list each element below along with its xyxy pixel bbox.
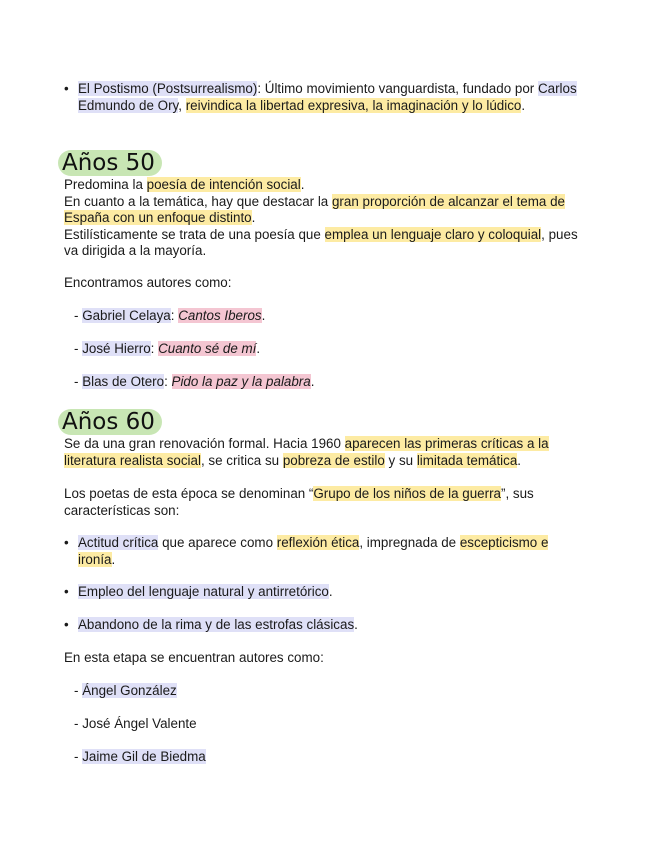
bullet-text xyxy=(78,584,584,601)
text: ”, sus características son: xyxy=(64,486,534,518)
highlight-escepticismo: escepticismo e ironía xyxy=(78,535,549,567)
postismo-colon-text: : Último movimiento vanguardista, fundado por xyxy=(257,81,538,96)
item-end: . xyxy=(261,308,266,323)
text: . xyxy=(517,452,522,468)
author-name: José Ángel Valente xyxy=(82,716,197,731)
s50-author-item xyxy=(74,308,594,325)
separator: : xyxy=(170,308,179,323)
postismo-comma: , xyxy=(178,97,186,113)
s50-author-item xyxy=(74,341,594,358)
text: y su xyxy=(384,452,417,468)
postismo-name: El Postismo (Postsurrealismo) xyxy=(78,81,258,96)
postismo-claim: reivindica la libertad expresiva, la imaginación y lo lúdico xyxy=(185,97,522,113)
author-name: Gabriel Celaya xyxy=(82,308,171,323)
heading-anos-50 xyxy=(58,150,162,176)
author-work: Cuanto sé de mí xyxy=(158,341,257,356)
highlight-criticas: aparecen las primeras críticas a la literatura realista social xyxy=(64,436,549,468)
highlight-grupo: Grupo de los niños de la guerra xyxy=(313,486,501,501)
s50-line2-post: . xyxy=(251,210,256,226)
heading-anos-50-text: Años 50 xyxy=(58,150,162,176)
s60-paragraph-2 xyxy=(64,486,584,519)
dash: - xyxy=(74,749,83,764)
postismo-bullet xyxy=(64,81,584,114)
s50-line2-highlight: gran proporción de alcanzar el tema de España con un enfoque distinto xyxy=(64,193,565,226)
postismo-text xyxy=(78,81,584,114)
text: . xyxy=(354,617,358,632)
s50-line1-post: . xyxy=(300,177,305,192)
author-name: Blas de Otero xyxy=(82,374,165,389)
dash: - xyxy=(74,683,83,698)
s60-bullet xyxy=(64,584,584,601)
s60-paragraph-1 xyxy=(64,436,584,469)
s50-line1-pre: Predomina la xyxy=(64,177,147,192)
bullet-text xyxy=(78,617,584,634)
highlight-pobreza: pobreza de estilo xyxy=(282,452,385,468)
s50-line1 xyxy=(64,177,584,194)
item-end: . xyxy=(256,341,261,356)
s50-line1-highlight: poesía de intención social xyxy=(146,177,301,192)
text: , impregnada de xyxy=(359,535,460,550)
dash: - xyxy=(74,374,83,389)
s50-authors-intro: Encontramos autores como: xyxy=(64,275,232,290)
postismo-founder: Carlos Edmundo de Ory xyxy=(78,81,577,113)
separator: : xyxy=(150,341,159,356)
item-end: . xyxy=(310,374,315,389)
highlight-tematica: limitada temática xyxy=(416,452,518,468)
author-name: Jaime Gil de Biedma xyxy=(82,749,206,764)
s50-line3-highlight: emplea un lenguaje claro y coloquial xyxy=(324,226,542,242)
s60-bullet xyxy=(64,617,584,634)
bullet-marker: • xyxy=(64,584,69,599)
s50-line3 xyxy=(64,227,584,260)
postismo-period: . xyxy=(521,97,526,113)
s60-authors-intro: En esta etapa se encuentran autores como: xyxy=(64,650,324,665)
dash: - xyxy=(74,308,83,323)
author-work: Cantos Iberos xyxy=(178,308,262,323)
bullet-marker: • xyxy=(64,535,69,550)
highlight-actitud: Actitud crítica xyxy=(78,535,159,550)
bullet-text xyxy=(78,535,584,568)
s50-line2 xyxy=(64,194,584,227)
author-name: Ángel González xyxy=(82,683,177,698)
s60-author-item xyxy=(74,749,594,766)
text: . xyxy=(328,584,333,599)
s50-author-item xyxy=(74,374,594,391)
author-name: José Hierro xyxy=(82,341,151,356)
s50-line3-post: , pues va dirigida a la mayoría. xyxy=(64,226,578,259)
s60-author-item xyxy=(74,683,594,700)
s50-line3-pre: Estilísticamente se trata de una poesía que xyxy=(64,226,325,242)
s60-bullet xyxy=(64,535,584,568)
text: , se critica su xyxy=(200,452,283,468)
text: Se da una gran renovación formal. Hacia 1960 xyxy=(64,436,345,451)
heading-anos-60-text: Años 60 xyxy=(58,409,162,435)
highlight: Abandono de la rima y de las estrofas clásicas xyxy=(78,617,355,632)
separator: : xyxy=(164,374,172,389)
s50-line2-pre: En cuanto a la temática, hay que destacar la xyxy=(64,193,332,209)
text: . xyxy=(111,551,116,567)
highlight-reflexion: reflexión ética xyxy=(276,535,360,550)
heading-anos-60 xyxy=(58,409,162,435)
dash: - xyxy=(74,716,83,731)
bullet-marker: • xyxy=(64,81,69,96)
text: que aparece como xyxy=(158,535,277,550)
bullet-marker: • xyxy=(64,617,69,632)
s60-author-item xyxy=(74,716,594,733)
s50-paragraph xyxy=(64,177,584,260)
highlight: Empleo del lenguaje natural y antirretórico xyxy=(78,584,329,599)
text: Los poetas de esta época se denominan “ xyxy=(64,486,314,501)
dash: - xyxy=(74,341,83,356)
author-work: Pido la paz y la palabra xyxy=(171,374,311,389)
